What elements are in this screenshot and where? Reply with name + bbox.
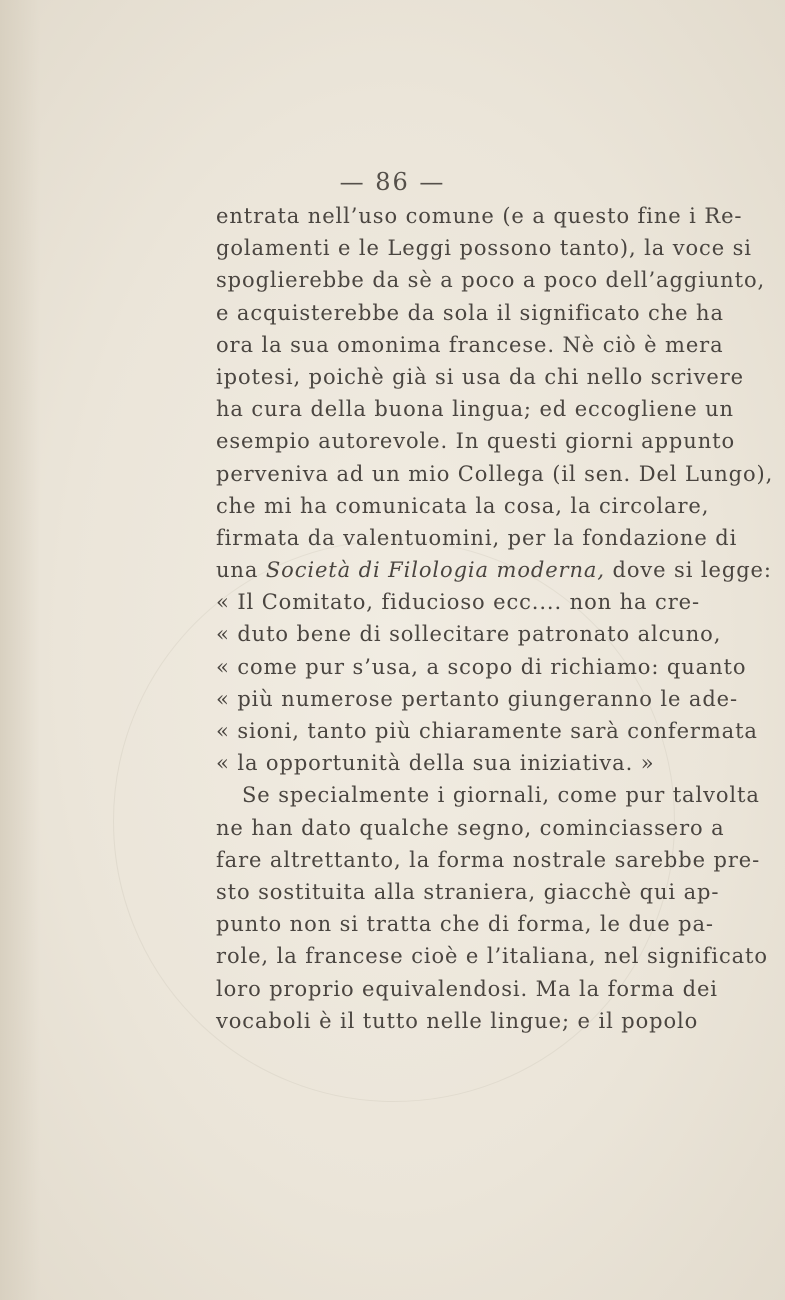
text-line: loro proprio equivalendosi. Ma la forma dei	[216, 976, 718, 1001]
quote-line: « più numerose pertanto giungeranno le ade-	[216, 686, 738, 711]
text-line: fare altrettanto, la forma nostrale sarebbe pre-	[216, 847, 761, 872]
text-line-with-italic	[216, 554, 772, 586]
text-span: una	[216, 558, 266, 583]
quote-line: « sioni, tanto più chiaramente sarà confermata	[216, 719, 758, 743]
text-span: dove si legge:	[604, 558, 772, 583]
text-line: ha cura della buona lingua; ed eccogliene un	[216, 397, 734, 422]
text-line: ora la sua omonima francese. Nè ciò è mera	[216, 332, 724, 357]
text-line: punto non si tratta che di forma, le due pa-	[216, 912, 714, 937]
text-line: ne han dato qualche segno, cominciassero a	[216, 815, 725, 840]
quote-line: « come pur s’usa, a scopo di richiamo: quanto	[216, 654, 747, 679]
text-line: spoglierebbe da sè a poco a poco dell’aggiunto,	[216, 268, 766, 293]
text-line: role, la francese cioè e l’italiana, nel significato	[216, 944, 768, 969]
quote-line: « Il Comitato, fiducioso ecc.... non ha cre-	[216, 590, 700, 615]
text-line: perveniva ad un mio Collega (il sen. Del Lungo),	[216, 461, 774, 486]
italic-title: Società di Filologia moderna,	[265, 558, 605, 583]
page-number: — 86 —	[339, 168, 446, 196]
text-line: che mi ha comunicata la cosa, la circolare,	[216, 493, 710, 518]
quote-line: « la opportunità della sua iniziativa. »	[216, 751, 655, 776]
text-line: entrata nell’uso comune (e a questo fine i Re-	[216, 204, 743, 228]
text-line: vocaboli è il tutto nelle lingue; e il popolo	[216, 1008, 699, 1033]
text-line: firmata da valentuomini, per la fondazione di	[216, 525, 738, 550]
text-line: golamenti e le Leggi possono tanto), la voce si	[216, 236, 752, 261]
text-line: e acquisterebbe da sola il significato che ha	[216, 300, 724, 325]
text-line: sto sostituita alla straniera, giacchè qui ap-	[216, 879, 720, 904]
body-text	[216, 200, 774, 1037]
text-line: ipotesi, poichè già si usa da chi nello scrivere	[216, 364, 744, 389]
quote-line: « duto bene di sollecitare patronato alcuno,	[216, 622, 722, 647]
paragraph-first-line: Se specialmente i giornali, come pur talvolta	[242, 783, 760, 808]
text-line: esempio autorevole. In questi giorni appunto	[216, 429, 736, 454]
